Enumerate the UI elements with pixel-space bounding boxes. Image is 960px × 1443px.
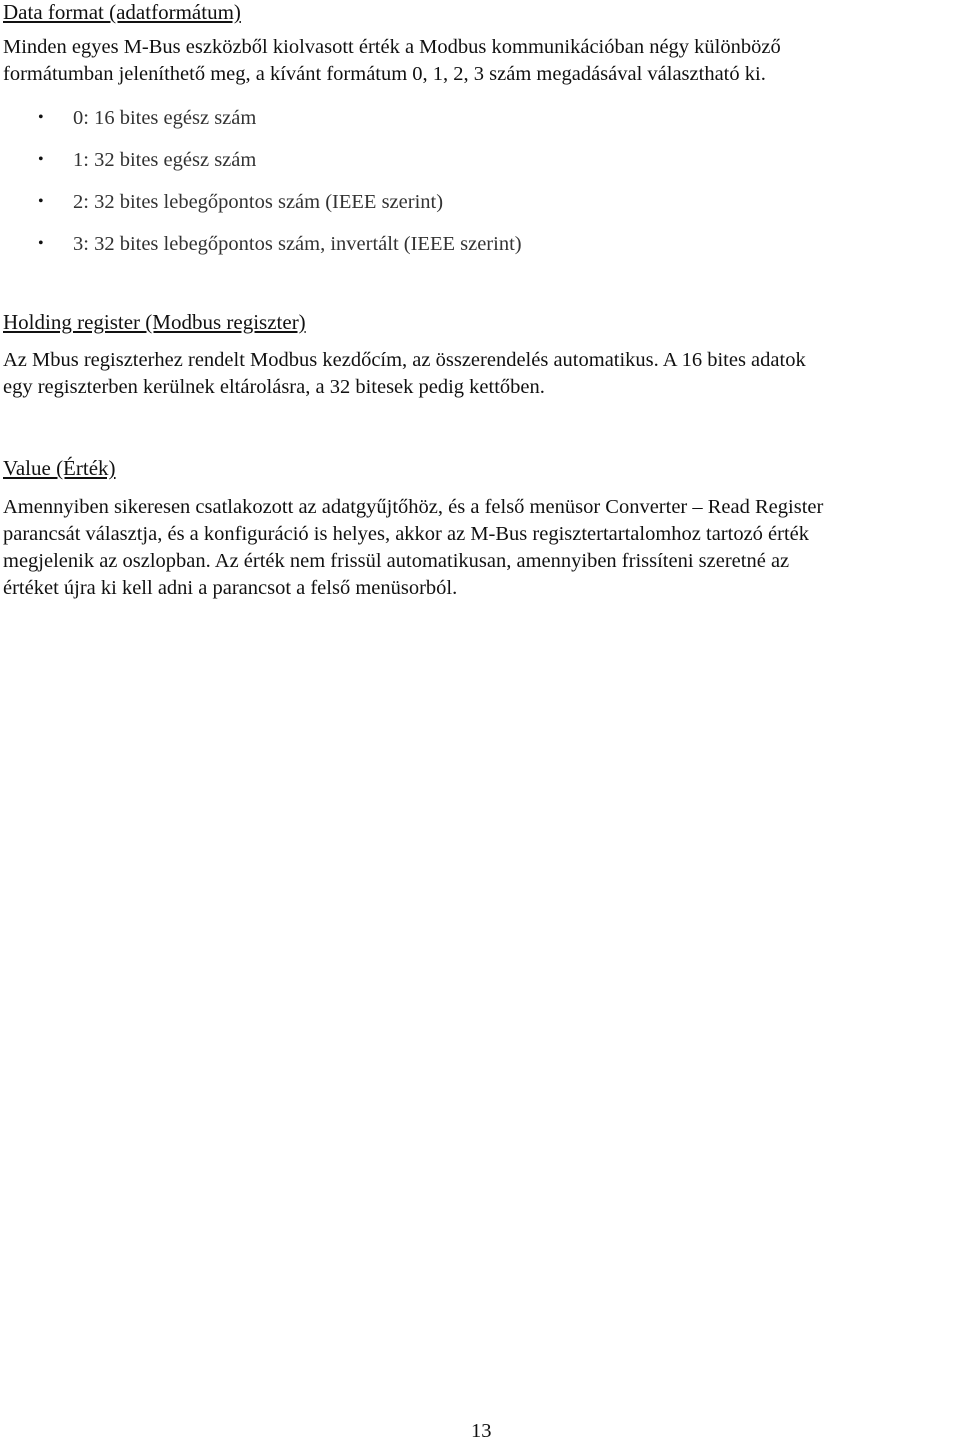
- value-paragraph: [3, 494, 960, 602]
- heading-value: Value (Érték): [3, 456, 116, 480]
- list-item-text: 0: 16 bites egész szám: [73, 107, 257, 129]
- paragraph-line: formátumban jeleníthető meg, a kívánt formátum 0, 1, 2, 3 szám megadásával választható ki.: [3, 63, 766, 85]
- paragraph-line: parancsát választja, és a konfiguráció is helyes, akkor az M-Bus regisztertartalomhoz tartozó érték: [3, 523, 810, 545]
- bullet-icon: •: [38, 235, 44, 252]
- list-item-text: 3: 32 bites lebegőpontos szám, invertált (IEEE szerint): [73, 233, 522, 255]
- bullet-icon: •: [38, 193, 44, 210]
- list-item-text: 2: 32 bites lebegőpontos szám (IEEE szerint): [73, 191, 444, 213]
- bullet-icon: •: [38, 151, 44, 168]
- list-item-text: 1: 32 bites egész szám: [73, 149, 257, 171]
- page-number: 13: [471, 1420, 492, 1442]
- holding-register-paragraph: [3, 347, 960, 401]
- paragraph-line: egy regiszterben kerülnek eltárolásra, a 32 bitesek pedig kettőben.: [3, 376, 545, 398]
- paragraph-line: megjelenik az oszlopban. Az érték nem frissül automatikusan, amennyiben frissíteni szeretné az: [3, 550, 790, 572]
- heading-data-format: Data format (adatformátum): [3, 0, 241, 24]
- paragraph-line: Minden egyes M-Bus eszközből kiolvasott érték a Modbus kommunikációban négy különböző: [3, 36, 781, 58]
- paragraph-line: Az Mbus regiszterhez rendelt Modbus kezdőcím, az összerendelés automatikus. A 16 bites adatok: [3, 349, 806, 371]
- data-format-paragraph: [3, 34, 960, 88]
- bullet-icon: •: [38, 109, 44, 126]
- paragraph-line: Amennyiben sikeresen csatlakozott az adatgyűjtőhöz, és a felső menüsor Converter – Read Register: [3, 496, 824, 518]
- paragraph-line: értéket újra ki kell adni a parancsot a felső menüsorból.: [3, 577, 458, 599]
- heading-holding-register: Holding register (Modbus regiszter): [3, 310, 306, 334]
